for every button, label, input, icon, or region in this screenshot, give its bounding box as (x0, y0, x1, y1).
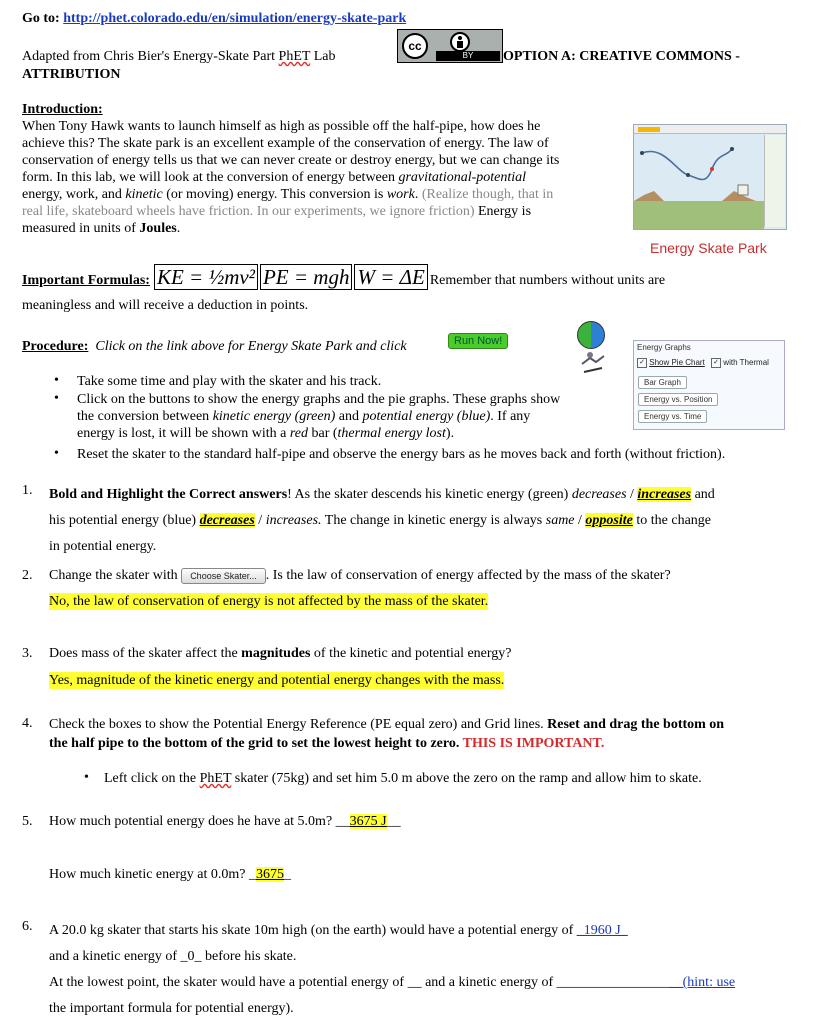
bullet-icon: • (54, 373, 59, 388)
energy-vs-position-button[interactable]: Energy vs. Position (638, 393, 718, 406)
q5-d: _ (283, 867, 291, 882)
b2-and: and (335, 409, 363, 424)
q6-hint: __(hint: use (668, 975, 736, 990)
intro-line: conservation of energy tells us that we can never create or destroy energy, but we can change its (22, 153, 560, 168)
question-4 (49, 715, 809, 753)
bullet2-line1: Click on the buttons to show the energy graphs and the pie graphs. These graphs show (77, 392, 561, 407)
show-pie-checkbox[interactable]: ✓ (637, 358, 647, 368)
q4-a: Check the boxes to show the Potential Energy Reference (PE equal zero) and Grid lines. (49, 717, 548, 732)
run-now-button[interactable]: Run Now! (448, 333, 508, 349)
q1-increases-option: increases. (265, 513, 322, 528)
joules-term: Joules (139, 221, 177, 236)
q4-bullet-phet: PhET (199, 771, 232, 786)
q6-d: At the lowest point, the skater would have a potential energy of __ and a kinetic energy of (49, 975, 557, 990)
energy-vs-time-button[interactable]: Energy vs. Time (638, 410, 707, 423)
q2-answer: No, the law of conservation of energy is not affected by the mass of the skater. (49, 594, 489, 609)
bullet-icon: • (54, 391, 59, 406)
q6-c: _ before his skate. (194, 949, 297, 964)
bullet-icon: • (84, 770, 89, 785)
q3-a: Does mass of the skater affect the (49, 646, 242, 661)
q3-b: of the kinetic and potential energy? (310, 646, 512, 661)
procedure-bullet-3: Reset the skater to the standard half-pipe and observe the energy bars as he moves back and forth (without friction). (77, 447, 726, 462)
q1-slash: / (254, 513, 266, 528)
friction-note-2: real life, skateboard wheels have friction. In our experiments, we ignore friction) (22, 204, 475, 219)
goto-label: Go to: (22, 11, 64, 26)
license-line2: ATTRIBUTION (22, 67, 121, 82)
adapted-prefix: Adapted from Chris Bier's Energy-Skate Part (22, 49, 279, 64)
bullet2-line3 (77, 425, 637, 442)
q1-slash: / (626, 487, 638, 502)
cc-by-logo (397, 29, 503, 63)
q1-decreases-option: decreases (571, 487, 627, 502)
q1-e: to the change (632, 513, 712, 528)
intro-line (22, 186, 622, 203)
q5-pe-answer: 3675 J (349, 814, 387, 829)
q1-line2 (49, 508, 799, 534)
bar-graph-button[interactable]: Bar Graph (638, 376, 687, 389)
q6-number: 6. (22, 919, 33, 934)
energy-skate-park-screenshot (633, 124, 787, 230)
intro-heading (22, 101, 103, 118)
b2-c: energy is lost, it will be shown with a (77, 426, 290, 441)
q4-bullet-a: Left click on the (104, 771, 200, 786)
q1-number: 1. (22, 483, 33, 498)
q3-number: 3. (22, 646, 33, 661)
q3-answer: Yes, magnitude of the kinetic energy and potential energy changes with the mass. (49, 673, 505, 688)
q6-a: A 20.0 kg skater that starts his skate 10m high (on the earth) would have a potential energy of (49, 923, 577, 938)
intro-line-5b: (or moving) energy. This conversion is (162, 187, 387, 202)
b2-d: bar ( (308, 426, 338, 441)
with-thermal-label: with Thermal (723, 358, 769, 368)
q4-number: 4. (22, 716, 33, 731)
q1-slash: / (574, 513, 586, 528)
gpe-term: gravitational-potential (398, 170, 527, 185)
bullet2-line2 (77, 408, 637, 425)
q1-line3: in potential energy. (49, 539, 157, 554)
intro-line: When Tony Hawk wants to launch himself as high as possible off the half-pipe, how does he (22, 119, 541, 134)
units-note: Remember that numbers without units are (429, 272, 666, 288)
question-5a (49, 813, 401, 830)
intro-paragraph (22, 118, 622, 237)
question-1 (49, 482, 799, 560)
q2-number: 2. (22, 568, 33, 583)
intro-line-5a: energy, work, and (22, 187, 126, 202)
goto-line (22, 10, 406, 27)
kinetic-term: kinetic (125, 187, 163, 202)
intro-line-4a: form. In this lab, we will look at the conversion of energy between (22, 170, 399, 185)
license-line1: OPTION A: CREATIVE COMMONS - (503, 49, 740, 64)
q6-blank: ________________ (556, 975, 669, 990)
q6-line2 (49, 944, 809, 970)
q2-a: Change the skater with (49, 568, 178, 583)
sim-caption: Energy Skate Park (650, 240, 767, 256)
q5-ke-answer: 3675 (255, 867, 284, 882)
by-label: BY (436, 51, 500, 61)
intro-line: achieve this? The skate park is an excellent example of the conservation of energy. The law of (22, 136, 549, 151)
skater-icon (578, 350, 608, 376)
q5-c: How much kinetic energy at 0.0m? _ (49, 867, 256, 882)
adapted-suffix: Lab (310, 49, 336, 64)
b2-e: ). (445, 426, 455, 441)
cc-icon: cc (402, 33, 428, 59)
question-3 (49, 645, 512, 662)
q6-b: and a kinetic energy of _ (49, 949, 188, 964)
formulas-label: Important Formulas: (22, 272, 150, 288)
q1-bold: Bold and Highlight the Correct answers (49, 487, 288, 502)
intro-line-5c: . (414, 187, 422, 202)
question-2 (49, 567, 671, 585)
person-icon (450, 32, 470, 52)
q6-ke-answer: 0 (187, 949, 195, 964)
q4-line1 (49, 715, 809, 734)
license-text-2 (22, 66, 121, 83)
pie-options-row (637, 358, 769, 368)
q6-line1 (49, 918, 809, 944)
license-text (503, 48, 740, 65)
q3-bold: magnitudes (241, 646, 311, 661)
q1-opposite-answer: opposite (585, 513, 633, 528)
units-note-2: meaningless and will receive a deduction in points. (22, 298, 309, 313)
intro-line-7b: . (176, 221, 181, 236)
procedure-line (22, 338, 407, 355)
q1-line1 (49, 482, 799, 508)
q4-bold2: the half pipe to the bottom of the grid to set the lowest height to zero. (49, 736, 460, 751)
q1-decreases-answer: decreases (199, 513, 255, 528)
phet-url-link[interactable]: http://phet.colorado.edu/en/simulation/energy-skate-park (63, 11, 407, 26)
q6-pe-answer: _1960 J_ (576, 923, 628, 938)
b2-thermal: thermal energy lost (337, 426, 446, 441)
b2-pe: potential energy (blue) (362, 409, 491, 424)
procedure-bullet-1: Take some time and play with the skater and his track. (77, 374, 382, 389)
friction-note: (Realize though, that in (421, 187, 554, 202)
q5-number: 5. (22, 814, 33, 829)
procedure-bullet-2 (77, 391, 637, 442)
b2-b: . If any (490, 409, 531, 424)
intro-line (22, 169, 622, 186)
question-6 (49, 918, 809, 1022)
q4-line2 (49, 734, 809, 753)
energy-graphs-title: Energy Graphs (637, 343, 691, 352)
q1-increases-answer: increases (637, 487, 692, 502)
intro-line-7a: measured in units of (22, 221, 140, 236)
half-pipe-track-graphic (634, 125, 764, 229)
bullet-icon: • (54, 446, 59, 461)
q2-b: . Is the law of conservation of energy affected by the mass of the skater? (265, 568, 671, 583)
with-thermal-checkbox[interactable]: ✓ (711, 358, 721, 368)
q4-bullet (104, 770, 702, 787)
work-term: work (386, 187, 415, 202)
q4-bullet-b: skater (75kg) and set him 5.0 m above the zero on the ramp and allow him to skate. (231, 771, 702, 786)
w-formula: W = ΔE (354, 264, 427, 290)
ke-formula: KE = ½mv² (154, 264, 258, 290)
intro-heading-text: Introduction: (22, 102, 103, 117)
formulas-row (22, 264, 665, 290)
q6-line4: the important formula for potential energy). (49, 1001, 294, 1016)
q5-b: __ (386, 814, 401, 829)
energy-graphs-panel (633, 340, 785, 430)
q4-bold1: Reset and drag the bottom on (547, 717, 725, 732)
b2-red: red (289, 426, 308, 441)
q1-d: The change in kinetic energy is always (321, 513, 546, 528)
procedure-instruction: Click on the link above for Energy Skate Park and click (95, 339, 407, 354)
pie-chart-icon (577, 321, 605, 349)
q1-c: his potential energy (blue) (49, 513, 200, 528)
show-pie-label: Show Pie Chart (649, 358, 705, 368)
adapted-from (22, 48, 335, 65)
b2-a: the conversion between (77, 409, 213, 424)
q1-a: ! As the skater descends his kinetic energy (green) (287, 487, 572, 502)
b2-ke: kinetic energy (green) (212, 409, 336, 424)
q6-line3 (49, 970, 809, 996)
choose-skater-button[interactable]: Choose Skater... (181, 568, 266, 584)
q4-important: THIS IS IMPORTANT. (459, 736, 605, 751)
intro-line-6b: Energy is (474, 204, 532, 219)
q1-same-option: same (545, 513, 575, 528)
question-5b (49, 866, 291, 883)
phet-word: PhET (278, 49, 311, 64)
pe-formula: PE = mgh (260, 264, 353, 290)
q1-b: and (691, 487, 715, 502)
procedure-label: Procedure: (22, 339, 89, 354)
q5-a: How much potential energy does he have at 5.0m? __ (49, 814, 350, 829)
intro-line (22, 203, 622, 220)
intro-line (22, 220, 622, 237)
